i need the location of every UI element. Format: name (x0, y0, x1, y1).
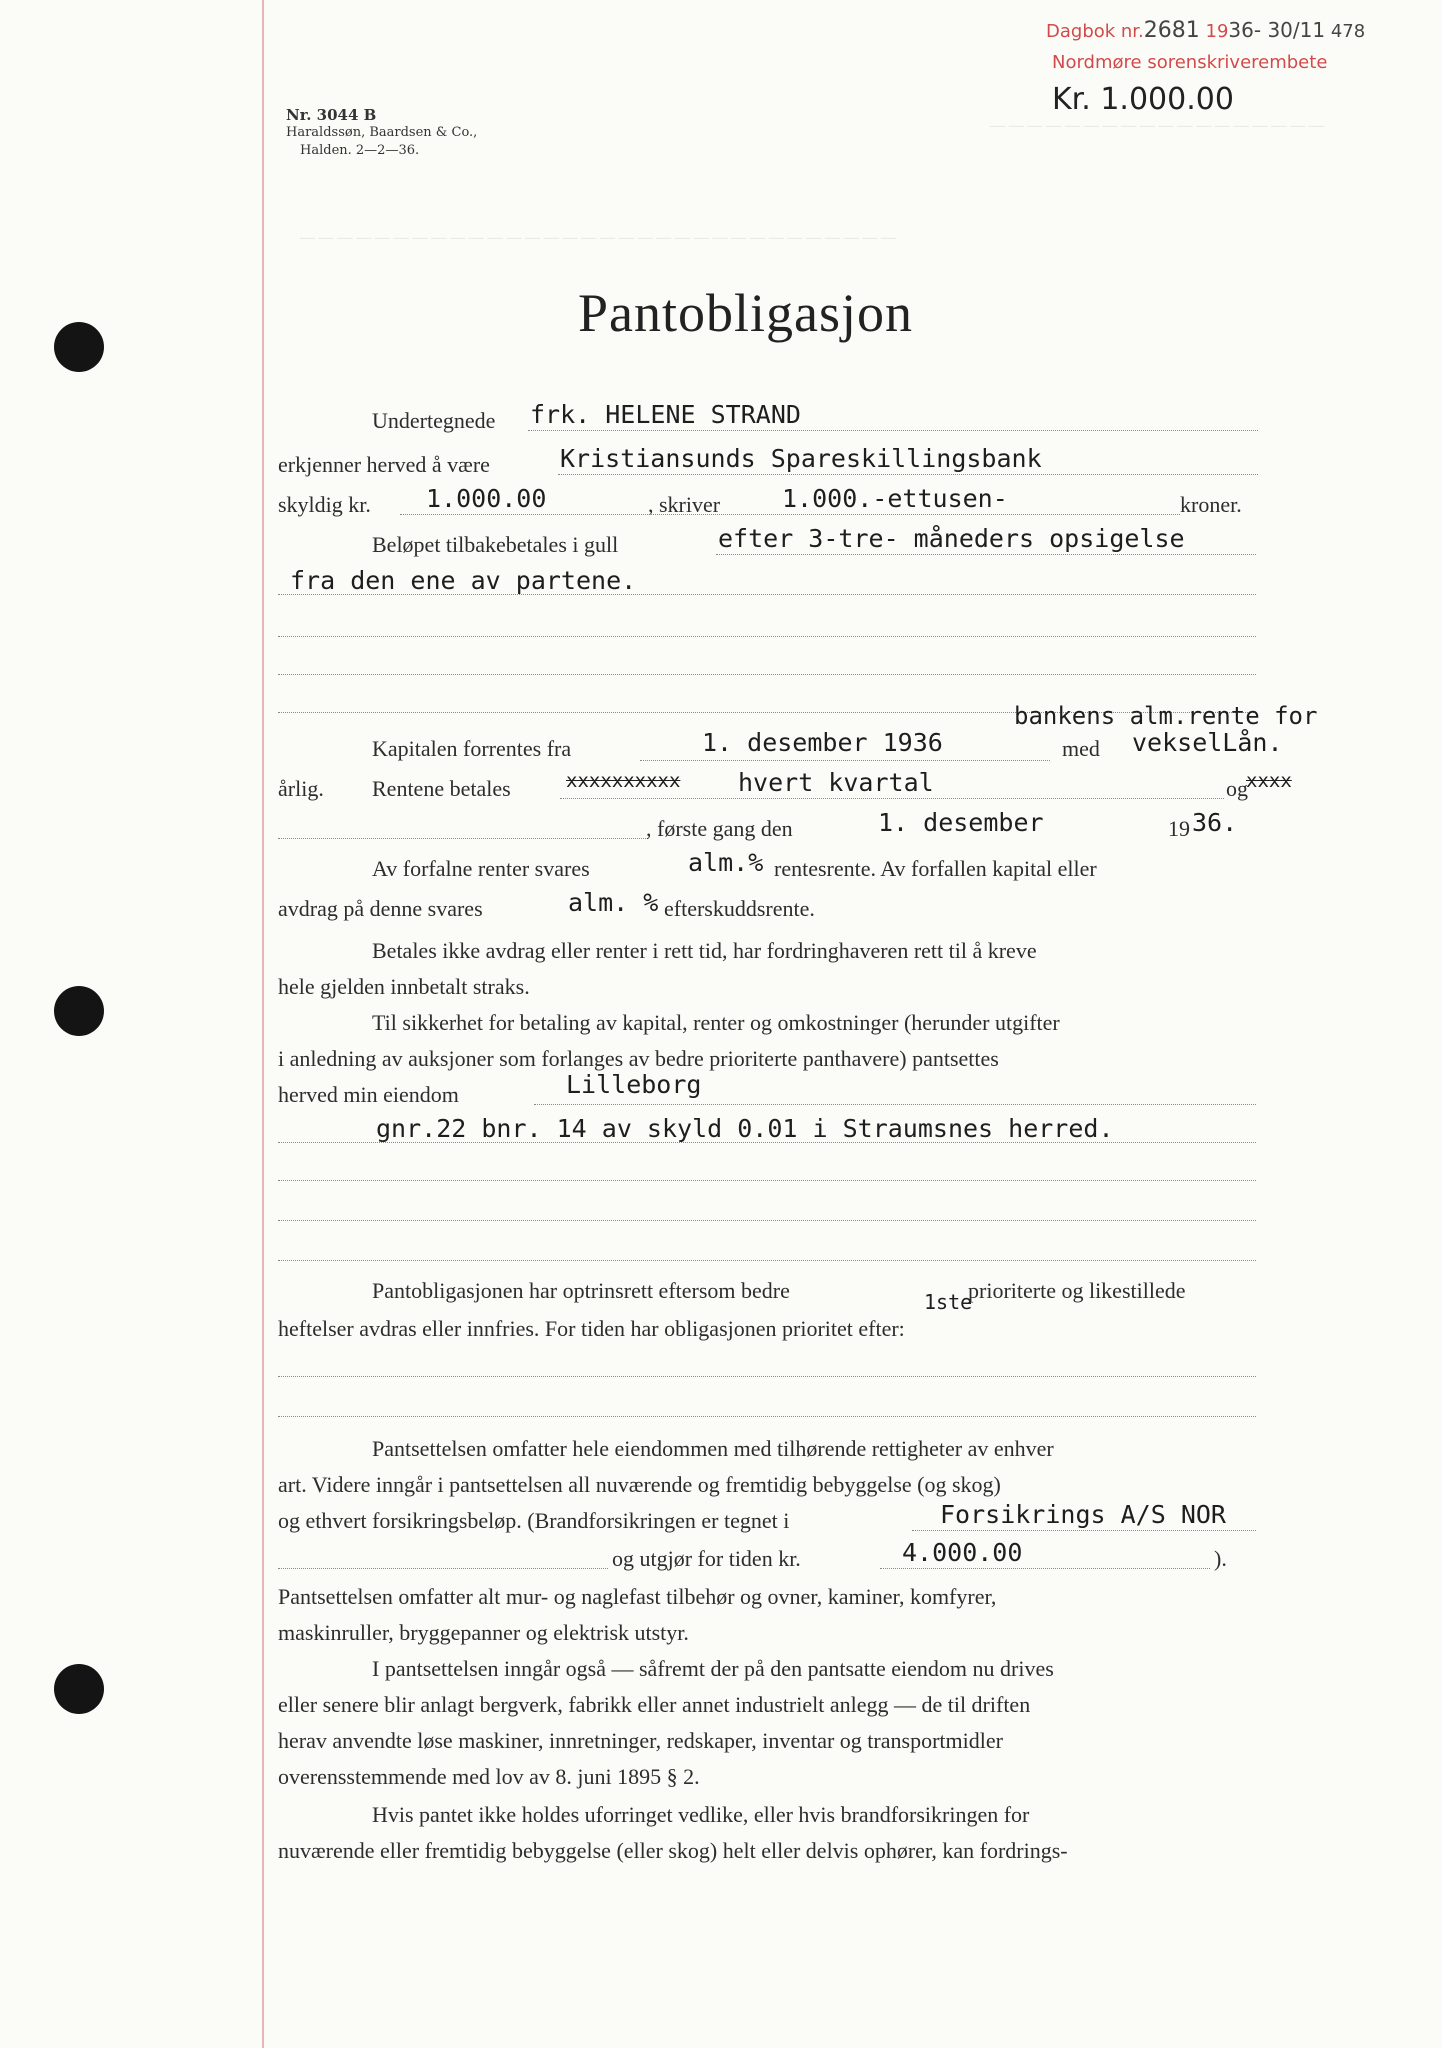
undertegnede-value: frk. HELENE STRAND (530, 400, 801, 429)
dotted-rule (278, 636, 1256, 637)
forste-year-prefix: 19 (1168, 816, 1190, 841)
dotted-rule (560, 798, 1224, 799)
rentene-value: hvert kvartal (738, 768, 934, 797)
dotted-rule (278, 1220, 1256, 1221)
rente-above-text: bankens alm.rente for (1014, 702, 1318, 730)
herved-value: Lilleborg (566, 1070, 702, 1099)
dotted-rule (278, 1568, 608, 1569)
mur-line2: maskinruller, bryggepanner og elektrisk utstyr. (278, 1620, 689, 1645)
industri-line1: I pantsettelsen inngår også — såfremt der på den pantsatte eiendom nu drives (372, 1656, 1054, 1681)
sikkerhet-line1: Til sikkerhet for betaling av kapital, renter og omkostninger (herunder utgifter (372, 1010, 1060, 1035)
med-value: vekselLån. (1132, 728, 1283, 757)
prioritet-line2: heftelser avdras eller innfries. For tiden har obligasjonen prioritet efter: (278, 1316, 905, 1341)
betales-line2: hele gjelden innbetalt straks. (278, 974, 530, 999)
forfalne-label-end: rentesrente. Av forfallen kapital eller (774, 856, 1097, 881)
skyldig-label: skyldig kr. (278, 492, 371, 517)
office-stamp: Nordmøre sorenskriverembete (1052, 52, 1328, 73)
omfatter-line1: Pantsettelsen omfatter hele eiendommen med tilhørende rettigheter av enhver (372, 1436, 1054, 1461)
industri-line4: overensstemmende med lov av 8. juni 1895 § 2. (278, 1764, 700, 1789)
bleed-through-text: — — — — — — — — — — — — — — — — — — (990, 118, 1324, 134)
med-label: med (1062, 736, 1100, 761)
utgjor-end: ). (1214, 1546, 1227, 1571)
industri-line3: herav anvendte løse maskiner, innretninger, redskaper, inventar og transportmidler (278, 1728, 1003, 1753)
dotted-rule (534, 1104, 1256, 1105)
stamp-date: - 30/11 (1253, 18, 1326, 42)
dotted-rule (400, 514, 1180, 515)
betales-line1: Betales ikke avdrag eller renter i rett tid, har fordringhaveren rett til å kreve (372, 938, 1037, 963)
dotted-rule (640, 760, 1050, 761)
omfatter-line3: og ethvert forsikringsbeløp. (Brandforsikringen er tegnet i (278, 1508, 790, 1533)
pant-line2: nuværende eller fremtidig bebyggelse (eller skog) helt eller delvis ophører, kan fordrings- (278, 1838, 1068, 1863)
dagbok-label: Dagbok nr. (1046, 21, 1144, 42)
dotted-rule (716, 554, 1256, 555)
pant-line1: Hvis pantet ikke holdes uforringet vedlike, eller hvis brandforsikringen for (372, 1802, 1030, 1827)
dotted-rule (278, 1376, 1256, 1377)
omfatter-line2: art. Videre inngår i pantsettelsen all nuværende og fremtidig bebyggelse (og skog) (278, 1472, 1001, 1497)
printer-imprint (286, 106, 477, 160)
forsikring-value: Forsikrings A/S NOR (940, 1500, 1226, 1529)
printer-place: Halden. 2—2—36. (300, 143, 420, 158)
punch-hole-middle (54, 986, 104, 1036)
industri-line2: eller senere blir anlagt bergverk, fabrikk eller annet industrielt anlegg — de til driften (278, 1692, 1031, 1717)
document-title: Pantobligasjon (578, 283, 913, 343)
rentene-label: Rentene betales (372, 776, 511, 801)
avdrag-value: alm. % (568, 888, 659, 917)
dotted-rule (278, 594, 1256, 595)
dotted-rule (912, 1530, 1256, 1531)
kroner-label: kroner. (1180, 492, 1242, 517)
arlig-label: årlig. (278, 776, 324, 801)
erkjenner-value: Kristiansunds Spareskillingsbank (560, 444, 1042, 473)
avdrag-label-end: efterskuddsrente. (664, 896, 815, 921)
skyldig-value: 1.000.00 (426, 484, 547, 513)
sikkerhet-line2: i anledning av auksjoner som forlanges av bedre prioriterte panthavere) pantsettes (278, 1046, 999, 1071)
forfalne-value: alm.% (688, 848, 764, 877)
belopet-value-line2: fra den ene av partene. (290, 566, 637, 595)
utgjor-value: 4.000.00 (902, 1538, 1023, 1567)
dagbok-number: 2681 (1143, 18, 1200, 43)
dotted-rule (278, 1180, 1256, 1181)
dotted-rule (278, 838, 648, 839)
forfalne-label: Av forfalne renter svares (372, 856, 590, 881)
bleed-through-text: — — — — — — — — — — — — — — — — — — — — — — — — — — — — — — — — (300, 230, 897, 246)
belopet-label: Beløpet tilbakebetales i gull (372, 532, 619, 557)
forste-value: 1. desember (878, 808, 1044, 837)
belopet-value-line1: efter 3-tre- måneders opsigelse (718, 524, 1185, 553)
avdrag-label: avdrag på denne svares (278, 896, 483, 921)
herved-label: herved min eiendom (278, 1082, 459, 1107)
stamp-year-suffix: 36 (1228, 18, 1254, 42)
stamp-year-prefix: 19 (1205, 21, 1229, 42)
utgjor-label: og utgjør for tiden kr. (612, 1546, 801, 1571)
skriver-value: 1.000.-ettusen- (782, 484, 1008, 513)
punch-hole-top (54, 322, 104, 372)
dotted-rule (528, 430, 1258, 431)
kapital-label: Kapitalen forrentes fra (372, 736, 572, 761)
prioritet-above: 1ste (924, 1290, 973, 1314)
dotted-rule (278, 674, 1256, 675)
forste-year-value: 36. (1192, 808, 1238, 837)
erkjenner-label: erkjenner herved å være (278, 452, 490, 477)
dotted-rule (278, 1142, 1256, 1143)
kapital-value: 1. desember 1936 (702, 728, 943, 757)
stamp-amount: Kr. 1.000.00 (1052, 82, 1234, 117)
dotted-rule (880, 1568, 1210, 1569)
mur-line1: Pantsettelsen omfatter alt mur- og naglefast tilbehør og ovner, kaminer, komfyrer, (278, 1584, 997, 1609)
rentene-struck: xxxxxxxxxx (566, 770, 681, 792)
dotted-rule (278, 1260, 1256, 1261)
skriver-label: , skriver (648, 492, 721, 517)
prioritet-line1-end: prioriterte og likestillede (968, 1278, 1186, 1303)
printer-name: Haraldssøn, Baardsen & Co., (286, 125, 478, 140)
forste-label: , første gang den (646, 816, 793, 841)
folio-number: 478 (1330, 21, 1366, 42)
undertegnede-label: Undertegnede (372, 408, 496, 433)
og-label: og (1226, 776, 1248, 801)
og-struck: xxxx (1246, 770, 1292, 792)
margin-rule (262, 0, 264, 2048)
property-description: gnr.22 bnr. 14 av skyld 0.01 i Straumsnes herred. (376, 1114, 1114, 1143)
registry-stamp-line1 (1046, 18, 1365, 43)
dotted-rule (278, 1416, 1256, 1417)
prioritet-line1: Pantobligasjonen har optrinsrett eftersom bedre (372, 1278, 790, 1303)
punch-hole-bottom (54, 1664, 104, 1714)
form-number: Nr. 3044 B (286, 106, 377, 124)
dotted-rule (558, 474, 1258, 475)
